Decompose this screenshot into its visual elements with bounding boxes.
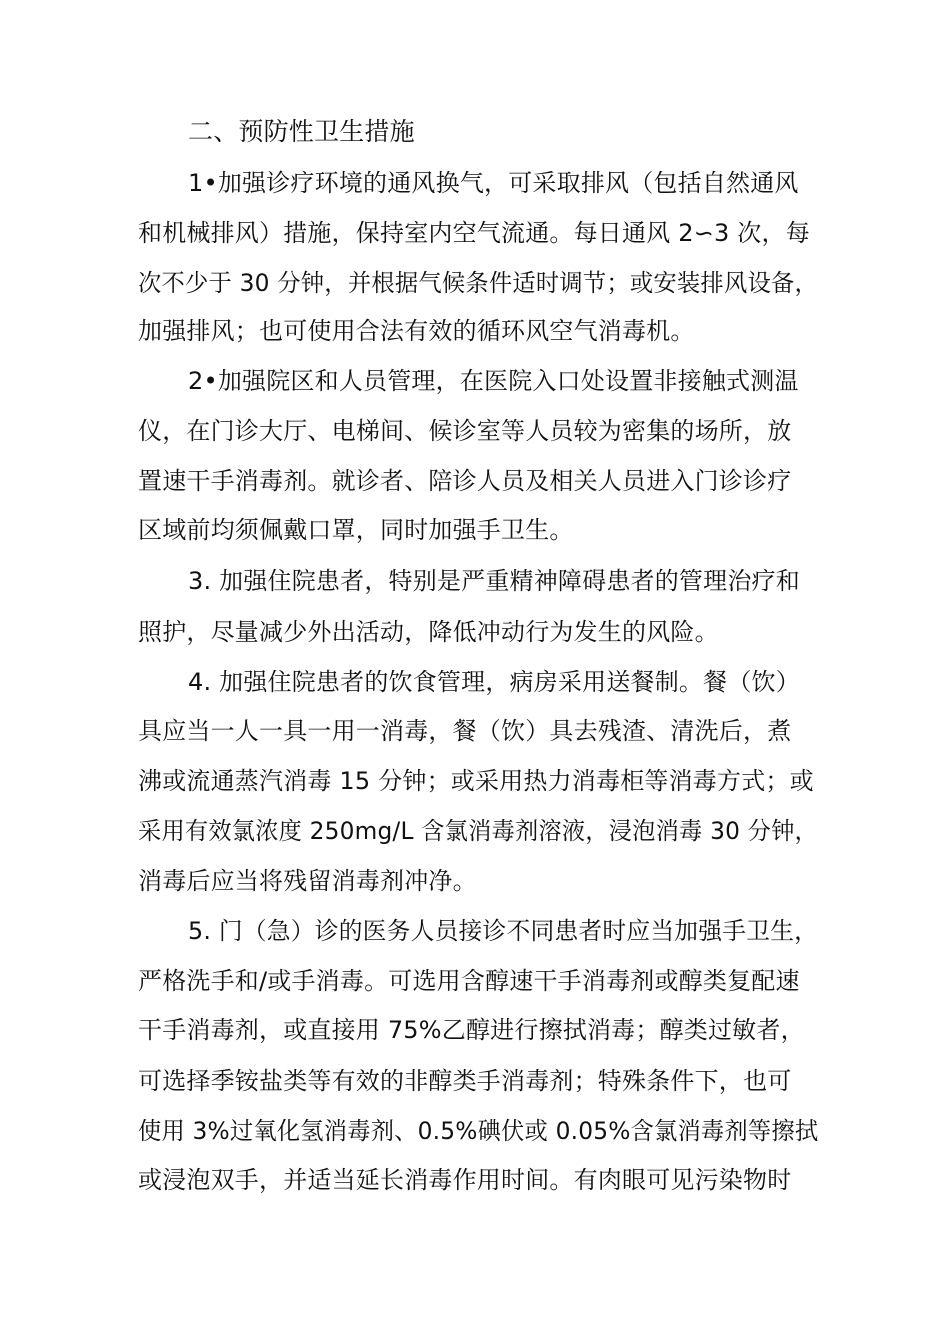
paragraph-2-line-4: 区域前均须佩戴口罩，同时加强手卫生。 <box>138 516 574 544</box>
paragraph-3-line-1: 3. 加强住院患者，特别是严重精神障碍患者的管理治疗和 <box>188 567 800 595</box>
paragraph-1-line-1: 1•加强诊疗环境的通风换气，可采取排风（包括自然通风 <box>188 169 799 197</box>
paragraph-2-line-2: 仪，在门诊大厅、电梯间、候诊室等人员较为密集的场所，放 <box>138 417 792 445</box>
paragraph-4-line-1: 4. 加强住院患者的饮食管理，病房采用送餐制。餐（饮） <box>188 668 800 696</box>
paragraph-2-line-3: 置速干手消毒剂。就诊者、陪诊人员及相关人员进入门诊诊疗 <box>138 467 792 495</box>
paragraph-5-line-2: 严格洗手和/或手消毒。可选用含醇速干手消毒剂或醇类复配速 <box>138 967 800 995</box>
paragraph-1-line-3: 次不少于 30 分钟，并根据气候条件适时调节；或安装排风设备， <box>138 269 818 297</box>
paragraph-4-line-3: 沸或流通蒸汽消毒 15 分钟；或采用热力消毒柜等消毒方式；或 <box>138 767 814 795</box>
paragraph-1-line-2: 和机械排风）措施，保持室内空气流通。每日通风 2∽3 次，每 <box>138 219 810 247</box>
paragraph-5-line-1: 5. 门（急）诊的医务人员接诊不同患者时应当加强手卫生， <box>188 917 819 945</box>
paragraph-2-line-1: 2•加强院区和人员管理，在医院入口处设置非接触式测温 <box>188 367 799 395</box>
paragraph-5-line-4: 可选择季铵盐类等有效的非醇类手消毒剂；特殊条件下，也可 <box>138 1067 792 1095</box>
paragraph-4-line-4: 采用有效氯浓度 250mg/L 含氯消毒剂溶液，浸泡消毒 30 分钟， <box>138 817 818 845</box>
section-heading: 二、预防性卫生措施 <box>188 117 415 146</box>
paragraph-5-line-5: 使用 3%过氧化氢消毒剂、0.5%碘伏或 0.05%含氯消毒剂等擦拭 <box>138 1117 819 1145</box>
paragraph-5-line-3: 干手消毒剂，或直接用 75%乙醇进行擦拭消毒；醇类过敏者， <box>138 1016 805 1044</box>
paragraph-4-line-2: 具应当一人一具一用一消毒，餐（饮）具去残渣、清洗后，煮 <box>138 717 792 745</box>
paragraph-5-line-6: 或浸泡双手，并适当延长消毒作用时间。有肉眼可见污染物时 <box>138 1166 792 1194</box>
paragraph-3-line-2: 照护，尽量减少外出活动，降低冲动行为发生的风险。 <box>138 618 719 646</box>
paragraph-4-line-5: 消毒后应当将残留消毒剂冲净。 <box>138 867 477 895</box>
paragraph-1-line-4: 加强排风；也可使用合法有效的循环风空气消毒机。 <box>138 317 695 345</box>
